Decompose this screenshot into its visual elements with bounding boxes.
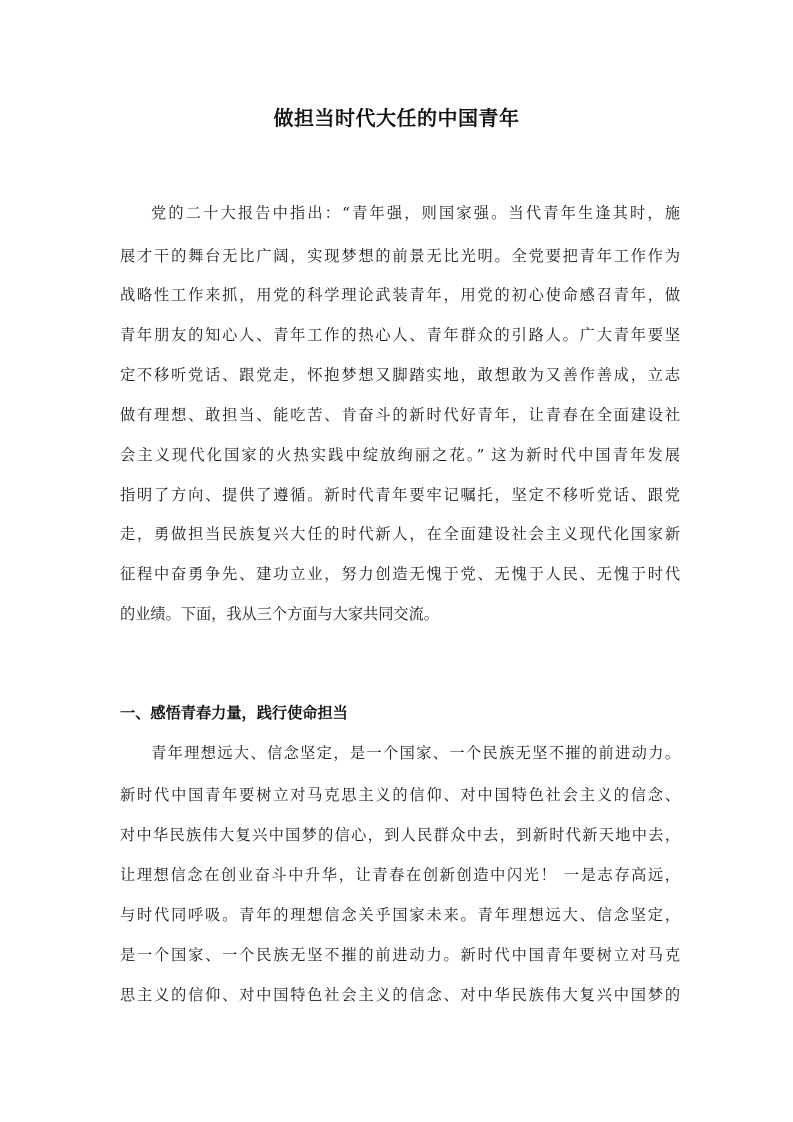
section-line: 是一个国家、一个民族无坚不摧的前进动力。新时代中国青年要树立对马克 <box>120 946 680 964</box>
section-line: 让理想信念在创业奋斗中升华，让青春在创新创造中闪光！ 一是志存高远， <box>120 866 680 884</box>
section-line: 与时代同呼吸。青年的理想信念关乎国家未来。青年理想远大、信念坚定， <box>120 906 680 924</box>
section-line: 思主义的信仰、对中国特色社会主义的信念、对中华民族伟大复兴中国梦的 <box>120 986 680 1004</box>
intro-line: 走，勇做担当民族复兴大任的时代新人，在全面建设社会主义现代化国家新 <box>120 525 680 543</box>
intro-line: 战略性工作来抓，用党的科学理论武装青年，用党的初心使命感召青年，做 <box>120 286 680 304</box>
intro-line: 的业绩。下面，我从三个方面与大家共同交流。 <box>120 605 439 623</box>
section-line: 新时代中国青年要树立对马克思主义的信仰、对中国特色社会主义的信念、 <box>120 786 680 804</box>
section-heading: 一、感悟青春力量，践行使命担当 <box>120 704 348 722</box>
intro-line: 青年朋友的知心人、青年工作的热心人、青年群众的引路人。广大青年要坚 <box>120 326 680 344</box>
intro-line: 定不移听党话、跟党走，怀抱梦想又脚踏实地，敢想敢为又善作善成，立志 <box>120 366 680 384</box>
section-line: 青年理想远大、信念坚定，是一个国家、一个民族无坚不摧的前进动力。 <box>151 744 680 762</box>
intro-line: 党的二十大报告中指出：“青年强，则国家强。当代青年生逢其时，施 <box>151 204 680 222</box>
document-title: 做担当时代大任的中国青年 <box>273 106 520 130</box>
section-line: 对中华民族伟大复兴中国梦的信心，到人民群众中去，到新时代新天地中去， <box>120 826 680 844</box>
intro-line: 做有理想、敢担当、能吃苦、肯奋斗的新时代好青年，让青春在全面建设社 <box>120 406 680 424</box>
intro-line: 征程中奋勇争先、建功立业，努力创造无愧于党、无愧于人民、无愧于时代 <box>120 565 680 583</box>
intro-line: 展才干的舞台无比广阔，实现梦想的前景无比光明。全党要把青年工作作为 <box>120 247 680 265</box>
intro-line: 会主义现代化国家的火热实践中绽放绚丽之花。” 这为新时代中国青年发展 <box>120 446 680 464</box>
intro-line: 指明了方向、提供了遵循。新时代青年要牢记嘱托，坚定不移听党话、跟党 <box>120 486 680 504</box>
